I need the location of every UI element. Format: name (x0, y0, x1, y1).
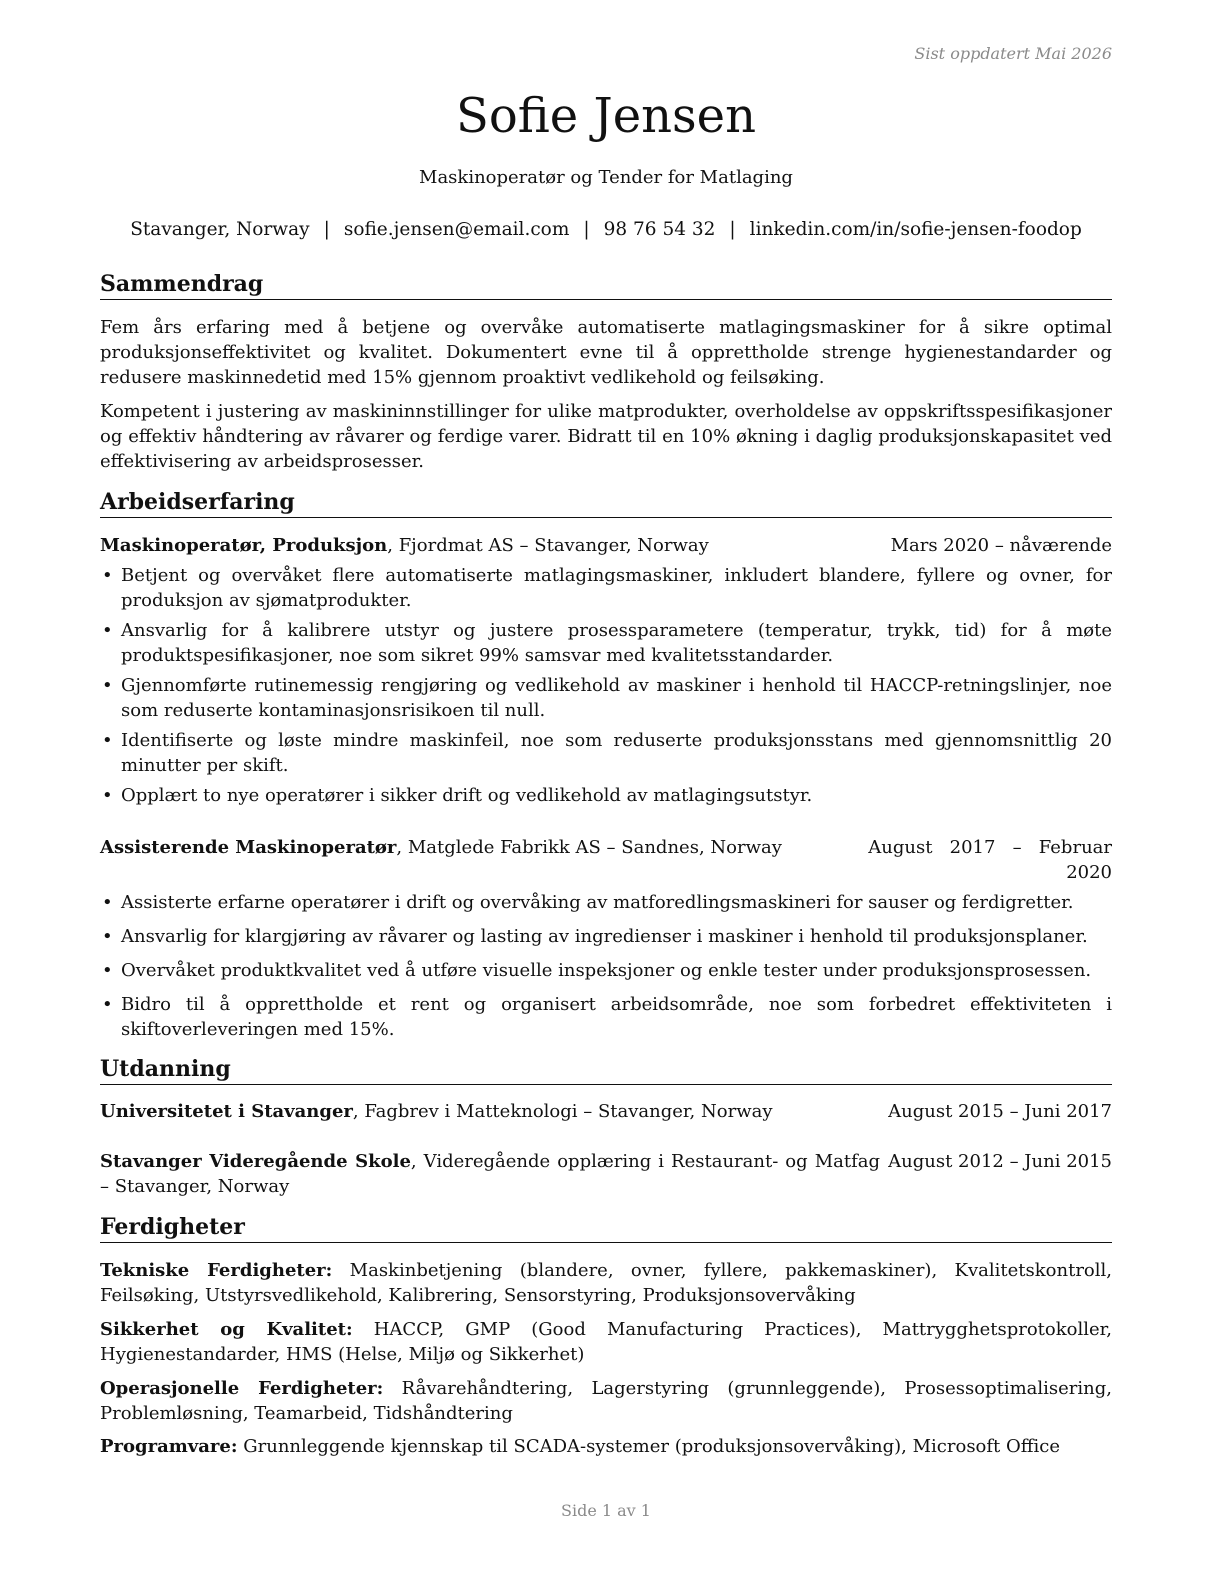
list-item: • Bidro til å opprettholde et rent og organisert arbeidsområde, noe som forbedret effektiviteten i skiftoverleveringen med 15%. (100, 992, 1112, 1042)
job-header (100, 835, 1112, 883)
job-date: Mars 2020 – nåværende (890, 535, 1112, 556)
education-date: August 2012 – Juni 2015 (888, 1151, 1112, 1172)
separator: | (729, 219, 736, 240)
skill-label: Tekniske Ferdigheter: (100, 1260, 333, 1281)
job-bullets (100, 563, 1112, 808)
list-item: • Betjent og overvåket flere automatiserte matlagingsmaskiner, inkludert blandere, fyllere og ovner, for produksjon av sjømatprodukter. (100, 563, 1112, 613)
skill-label: Sikkerhet og Kvalitet: (100, 1319, 353, 1340)
section-title-skills: Ferdigheter (100, 1213, 1112, 1243)
education-text (100, 1149, 880, 1199)
section-title-summary: Sammendrag (100, 270, 1112, 300)
skill-list: Råvarehåndtering, Lagerstyring (grunnleggende), Prosessoptimalisering, Problemløsning, Teamarbeid, Tidshåndtering (100, 1378, 1113, 1424)
education-entry (100, 1099, 1112, 1124)
list-item: • Overvåket produktkvalitet ved å utføre visuelle inspeksjoner og enkle tester under produksjonsprosessen. (100, 958, 1112, 983)
candidate-name: Sofie Jensen (456, 88, 756, 144)
phone: 98 76 54 32 (603, 219, 716, 240)
school-name: Universitetet i Stavanger (100, 1101, 353, 1122)
skill-label: Operasjonelle Ferdigheter: (100, 1378, 384, 1399)
skill-group (100, 1317, 1112, 1367)
list-item: • Ansvarlig for å kalibrere utstyr og justere prosessparametere (temperatur, trykk, tid) for å møte produktspesifikasjoner, noe som sikret 99% samsvar med kvalitetsstandarder. (100, 618, 1112, 668)
job-header (100, 533, 1112, 558)
list-item: • Ansvarlig for klargjøring av råvarer og lasting av ingredienser i maskiner i henhold til produksjonsplaner. (100, 924, 1112, 949)
linkedin-link[interactable]: linkedin.com/in/sofie-jensen-foodop (749, 219, 1082, 240)
skill-label: Programvare: (100, 1436, 238, 1457)
education-date: August 2015 – Juni 2017 (888, 1101, 1112, 1122)
list-item: • Gjennomførte rutinemessig rengjøring og vedlikehold av maskiner i henhold til HACCP-retningslinjer, noe som reduserte kontaminasjonsrisikoen til null. (100, 673, 1112, 723)
job-title: Assisterende Maskinoperatør (100, 837, 397, 858)
skill-group (100, 1258, 1112, 1308)
skill-group (100, 1434, 1112, 1459)
separator: | (323, 219, 330, 240)
school-name: Stavanger Videregående Skole (100, 1151, 411, 1172)
job-title: Maskinoperatør, Produksjon (100, 535, 388, 556)
skill-group (100, 1376, 1112, 1426)
headline: Maskinoperatør og Tender for Matlaging (419, 167, 793, 188)
summary-paragraph: Kompetent i justering av maskininnstillinger for ulike matprodukter, overholdelse av oppskriftsspesifikasjoner og effektiv håndtering av råvarer og ferdige varer. Bidratt til en 10% økning i daglig produksjonskapasitet ved effektivisering av arbeidsprosesser. (100, 401, 1112, 472)
last-updated: Sist oppdatert Mai 2026 (914, 44, 1112, 63)
education-detail: , Fagbrev i Matteknologi – Stavanger, Norway (352, 1101, 773, 1122)
education-entry (100, 1149, 1112, 1199)
summary-paragraph: Fem års erfaring med å betjene og overvåke automatiserte matlagingsmaskiner for å sikre optimal produksjonseffektivitet og kvalitet. Dokumentert evne til å opprettholde strenge hygienestandarder og redusere maskinnedetid med 15% gjennom proaktivt vedlikehold og feilsøking. (100, 317, 1112, 388)
email-link[interactable]: sofie.jensen@email.com (343, 219, 570, 240)
resume-page (100, 0, 1112, 1584)
page-number: Side 1 av 1 (561, 1501, 651, 1520)
location: Stavanger, Norway (130, 219, 310, 240)
separator: | (583, 219, 590, 240)
education-detail: , Videregående opplæring i Restaurant- og Matfag – Stavanger, Norway (100, 1151, 881, 1197)
job-company: , Matglede Fabrikk AS – Sandnes, Norway (396, 837, 782, 858)
list-item: • Identifiserte og løste mindre maskinfeil, noe som reduserte produksjonsstans med gjennomsnittlig 20 minutter per skift. (100, 728, 1112, 778)
section-title-education: Utdanning (100, 1055, 1112, 1085)
skill-list: Maskinbetjening (blandere, ovner, fyllere, pakkemaskiner), Kvalitetskontroll, Feilsøking, Utstyrsvedlikehold, Kalibrering, Sensorstyring, Produksjonsovervåking (100, 1260, 1112, 1306)
skill-list: Grunnleggende kjennskap til SCADA-systemer (produksjonsovervåking), Microsoft Office (237, 1436, 1061, 1457)
job-date: August 2017 – Februar 2020 (868, 837, 1112, 883)
skill-list: HACCP, GMP (Good Manufacturing Practices), Mattrygghetsprotokoller, Hygienestandarder, HMS (Helse, Miljø og Sikkerhet) (100, 1319, 1112, 1365)
list-item: • Opplært to nye operatører i sikker drift og vedlikehold av matlagingsutstyr. (100, 783, 1112, 808)
contact-line (100, 219, 1112, 240)
job-bullets (100, 890, 1112, 1042)
job-company: , Fjordmat AS – Stavanger, Norway (387, 535, 709, 556)
list-item: • Assisterte erfarne operatører i drift og overvåking av matforedlingsmaskineri for sauser og ferdigretter. (100, 890, 1112, 915)
section-title-experience: Arbeidserfaring (100, 488, 1112, 518)
